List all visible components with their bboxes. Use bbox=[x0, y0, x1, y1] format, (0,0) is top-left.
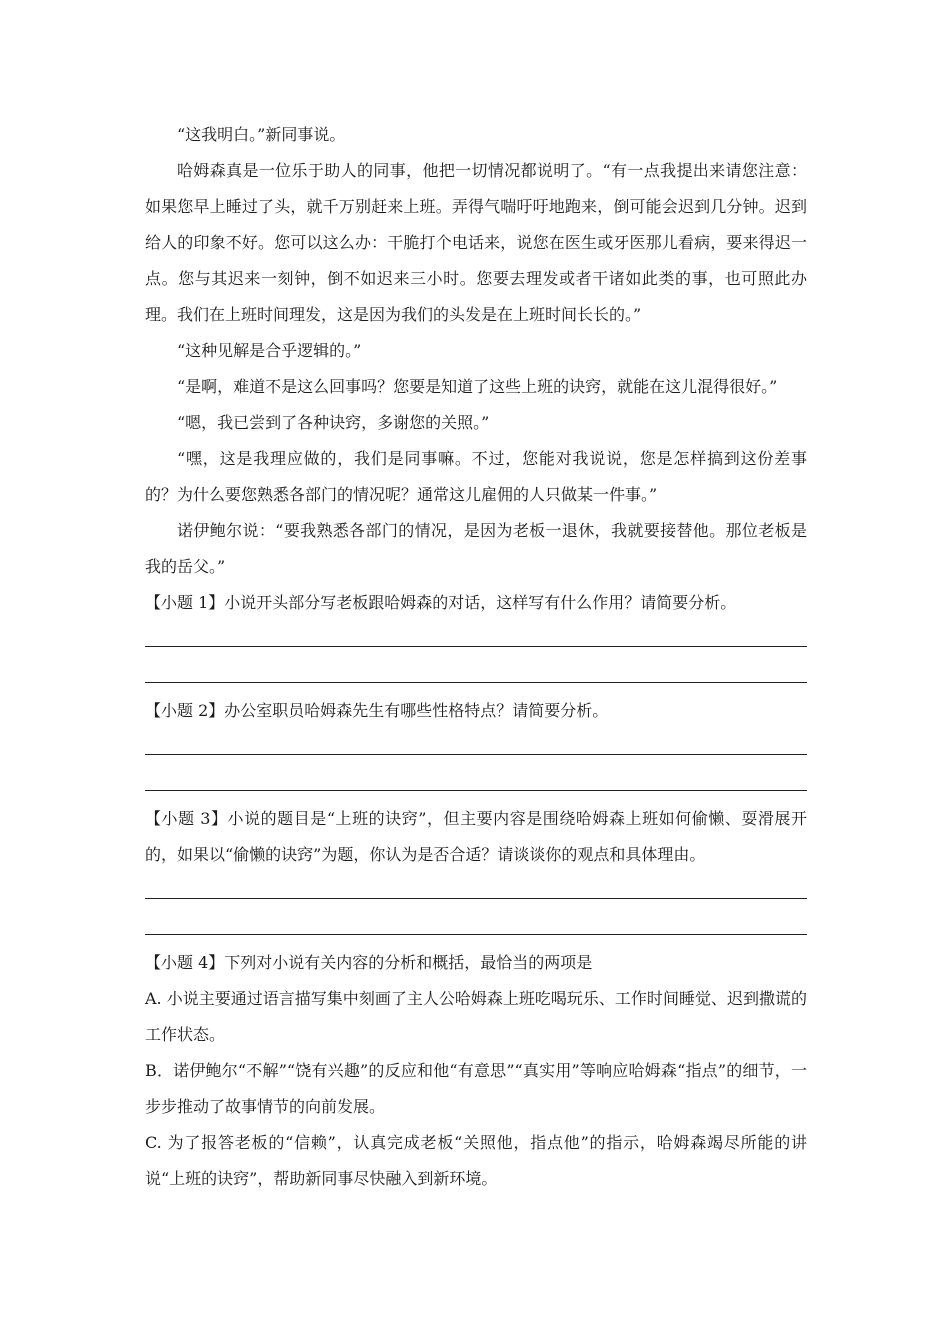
option-b[interactable]: B．诺伊鲍尔“不解”“饶有兴趣”的反应和他“有意思”“真实用”等响应哈姆森“指点”的细节，一步步推动了故事情节的向前发展。 bbox=[145, 1061, 807, 1116]
option-a[interactable]: A. 小说主要通过语言描写集中刻画了主人公哈姆森上班吃喝玩乐、工作时间睡觉、迟到撒谎的工作状态。 bbox=[145, 989, 807, 1044]
question-2 bbox=[145, 693, 807, 801]
story-paragraph: “嘿，这是我理应做的，我们是同事嘛。不过，您能对我说说，您是怎样搞到这份差事的？为什么要您熟悉各部门的情况呢？通常这儿雇佣的人只做某一件事。” bbox=[145, 449, 807, 504]
story-paragraph: “嗯，我已尝到了各种诀窍，多谢您的关照。” bbox=[177, 413, 490, 432]
question-label: 【小题 4】 bbox=[145, 953, 225, 972]
question-3 bbox=[145, 801, 807, 945]
question-4 bbox=[145, 945, 807, 1197]
document-page bbox=[145, 117, 807, 1197]
question-text: 小说开头部分写老板跟哈姆森的对话，这样写有什么作用？请简要分析。 bbox=[224, 593, 737, 612]
question-title bbox=[145, 945, 807, 981]
answer-line[interactable] bbox=[145, 611, 807, 647]
answer-line[interactable] bbox=[145, 863, 807, 899]
story-paragraph: “这种见解是合乎逻辑的。” bbox=[177, 341, 362, 360]
answer-line[interactable] bbox=[145, 647, 807, 683]
question-label: 【小题 2】 bbox=[145, 701, 225, 720]
option-c[interactable]: C. 为了报答老板的“信赖”，认真完成老板“关照他，指点他”的指示，哈姆森竭尽所能的讲说“上班的诀窍”，帮助新同事尽快融入到新环境。 bbox=[145, 1133, 807, 1188]
answer-line[interactable] bbox=[145, 719, 807, 755]
question-text: 办公室职员哈姆森先生有哪些性格特点？请简要分析。 bbox=[224, 701, 609, 720]
question-label: 【小题 1】 bbox=[145, 593, 225, 612]
question-text: 小说的题目是“上班的诀窍”，但主要内容是围绕哈姆森上班如何偷懒、耍滑展开的，如果以“偷懒的诀窍”为题，你认为是否合适？请谈谈你的观点和具体理由。 bbox=[145, 809, 807, 864]
question-1 bbox=[145, 585, 807, 693]
story-paragraph: “这我明白。”新同事说。 bbox=[177, 125, 346, 144]
story-paragraph: 诺伊鲍尔说：“要我熟悉各部门的情况，是因为老板一退休，我就要接替他。那位老板是我的岳父。” bbox=[145, 521, 807, 576]
story-paragraph: “是啊，难道不是这么回事吗？您要是知道了这些上班的诀窍，就能在这儿混得很好。” bbox=[177, 377, 778, 396]
answer-line[interactable] bbox=[145, 899, 807, 935]
story-paragraph: 哈姆森真是一位乐于助人的同事，他把一切情况都说明了。“有一点我提出来请您注意：如果您早上睡过了头，就千万别赶来上班。弄得气喘吁吁地跑来，倒可能会迟到几分钟。迟到给人的印象不好。您可以这么办：干脆打个电话来，说您在医生或牙医那儿看病，要来得迟一点。您与其迟来一刻钟，倒不如迟来三小时。您要去理发或者干诸如此类的事，也可照此办理。我们在上班时间理发，这是因为我们的头发是在上班时间长长的。” bbox=[145, 161, 807, 324]
question-label: 【小题 3】 bbox=[145, 809, 228, 828]
story-text bbox=[145, 117, 807, 585]
question-text: 下列对小说有关内容的分析和概括，最恰当的两项是 bbox=[224, 953, 593, 972]
answer-line[interactable] bbox=[145, 755, 807, 791]
